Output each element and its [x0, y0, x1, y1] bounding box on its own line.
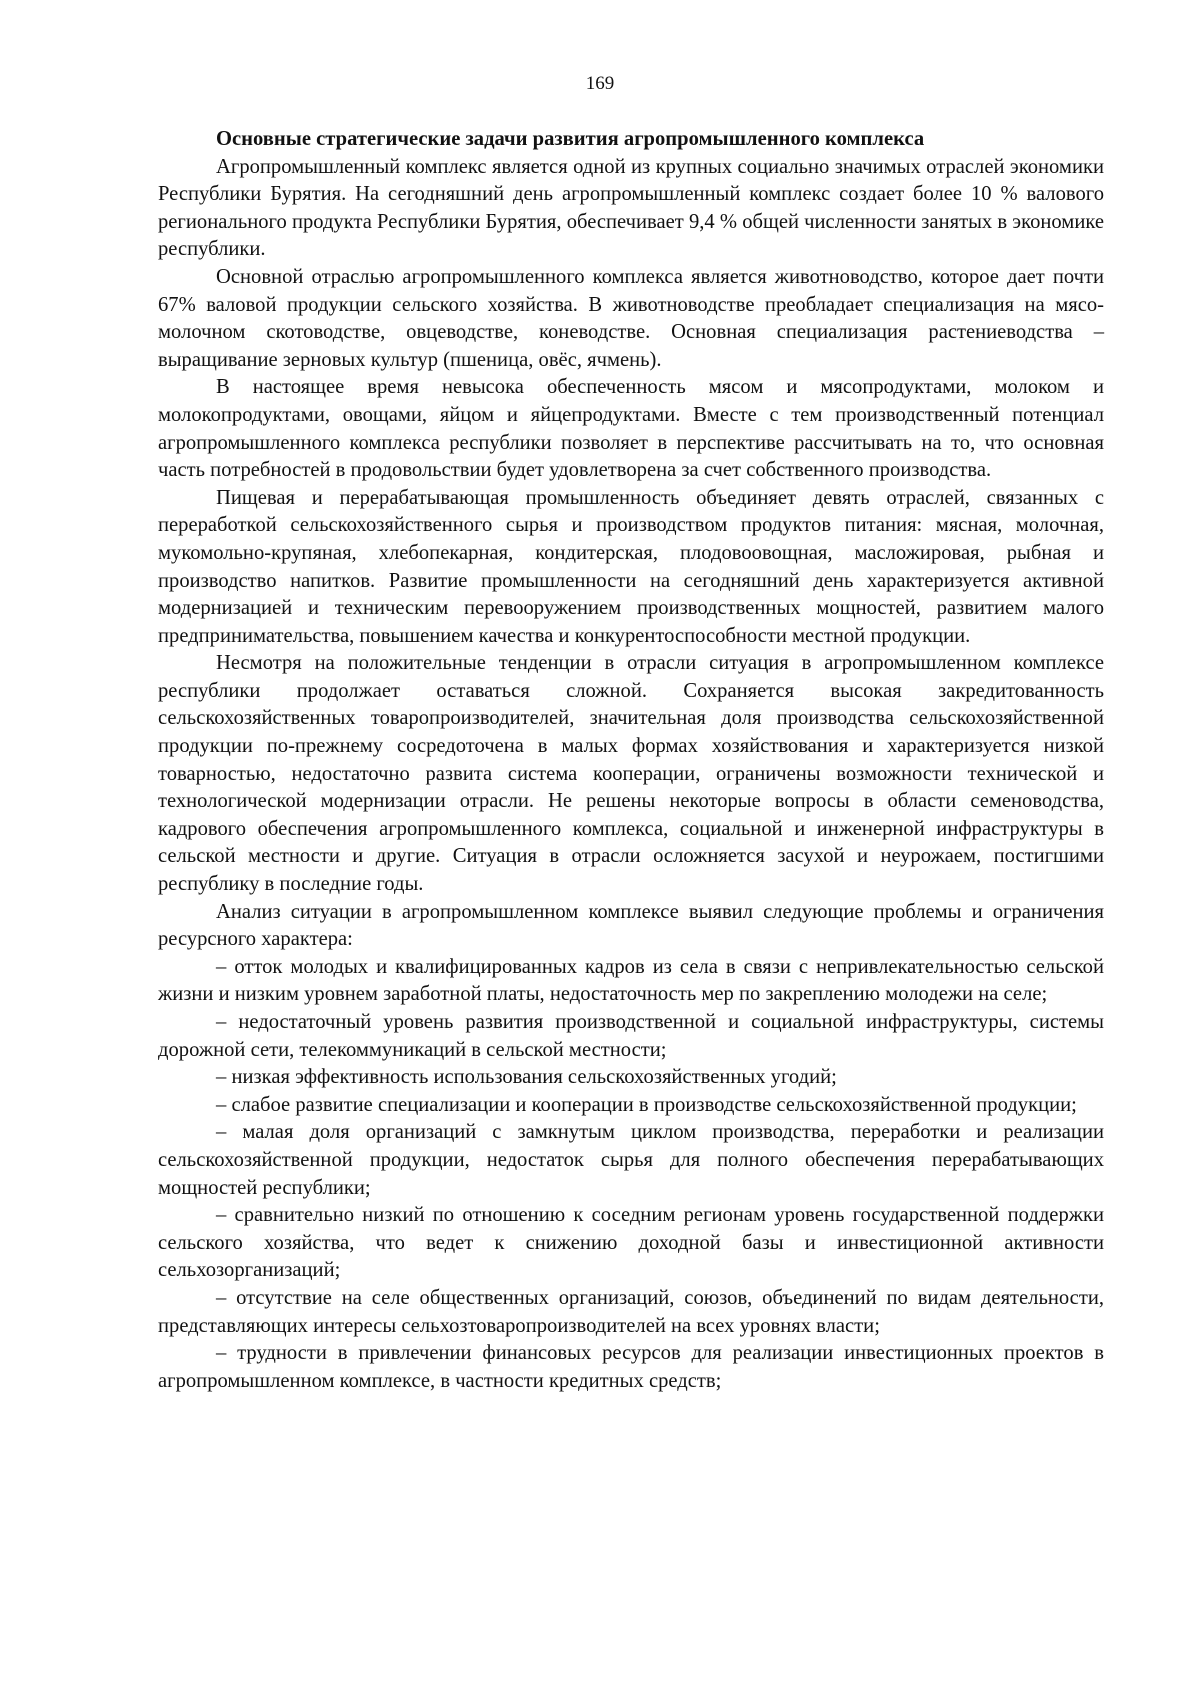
paragraph: Агропромышленный комплекс является одной из крупных социально значимых отраслей экономики Республики Бурятия. На сегодняшний день агропромышленный комплекс создает более 10 % валового регионального продукта Республики Бурятия, обеспечивает 9,4 % общей численности занятых в экономике республики. [158, 155, 1104, 261]
problem-list-item: – малая доля организаций с замкнутым циклом производства, переработки и реализации сельскохозяйственной продукции, недостаток сырья для полного обеспечения перерабатывающих мощностей республики; [158, 1121, 1104, 1199]
problem-list-item: – трудности в привлечении финансовых ресурсов для реализации инвестиционных проектов в агропромышленном комплексе, в частности кредитных средств; [158, 1342, 1104, 1392]
problem-list-item: – отсутствие на селе общественных организаций, союзов, объединений по видам деятельности, представляющих интересы сельхозтоваропроизводителей на всех уровнях власти; [158, 1286, 1104, 1337]
section-heading: Основные стратегические задачи развития агропромышленного комплекса [216, 128, 925, 150]
problem-list-item: – сравнительно низкий по отношению к соседним регионам уровень государственной поддержки сельского хозяйства, что ведет к снижению доходной базы и инвестиционной активности сельхозорганизаций; [158, 1204, 1104, 1282]
problem-list-item: – недостаточный уровень развития производственной и социальной инфраструктуры, системы дорожной сети, телекоммуникаций в сельской местности; [158, 1011, 1104, 1061]
paragraph: В настоящее время невысока обеспеченность мясом и мясопродуктами, молоком и молокопродуктами, овощами, яйцом и яйцепродуктами. Вместе с тем производственный потенциал агропромышленного комплекса республики позволяет в перспективе рассчитывать на то, что основная часть потребностей в продовольствии будет удовлетворена за счет собственного производства. [158, 376, 1104, 482]
paragraph: Основной отраслью агропромышленного комплекса является животноводство, которое дает почти 67% валовой продукции сельского хозяйства. В животноводстве преобладает специализация на мясо-молочном скотоводстве, овцеводстве, коневодстве. Основная специализация растениеводства – выращивание зерновых культур (пшеница, овёс, ячмень). [158, 265, 1104, 371]
problem-list-item: – слабое развитие специализации и кооперации в производстве сельскохозяйственной продукции; [216, 1093, 1077, 1116]
problem-list-item: – низкая эффективность использования сельскохозяйственных угодий; [216, 1066, 837, 1089]
page-content [158, 126, 1104, 1395]
paragraph: Анализ ситуации в агропромышленном комплексе выявил следующие проблемы и ограничения ресурсного характера: [158, 900, 1104, 951]
problem-list-item: – отток молодых и квалифицированных кадров из села в связи с непривлекательностью сельской жизни и низким уровнем заработной платы, недостаточность мер по закреплению молодежи на селе; [158, 955, 1104, 1006]
paragraph: Несмотря на положительные тенденции в отрасли ситуация в агропромышленном комплексе республики продолжает оставаться сложной. Сохраняется высокая закредитованность сельскохозяйственных товаропроизводителей, значительная доля производства сельскохозяйственной продукции по-прежнему сосредоточена в малых формах хозяйствования и характеризуется низкой товарностью, недостаточно развита система кооперации, ограничены возможности технической и технологической модернизации отрасли. Не решены некоторые вопросы в области семеноводства, кадрового обеспечения агропромышленного комплекса, социальной и инженерной инфраструктуры в сельской местности и другие. Ситуация в отрасли осложняется засухой и неурожаем, постигшими республику в последние годы. [158, 652, 1104, 896]
page-number: 169 [585, 73, 615, 94]
paragraph: Пищевая и перерабатывающая промышленность объединяет девять отраслей, связанных с переработкой сельскохозяйственного сырья и производством продуктов питания: мясная, молочная, мукомольно-крупяная, хлебопекарная, кондитерская, плодовоовощная, масложировая, рыбная и производство напитков. Развитие промышленности на сегодняшний день характеризуется активной модернизацией и техническим перевооружением производственных мощностей, развитием малого предпринимательства, повышением качества и конкурентоспособности местной продукции. [158, 486, 1104, 647]
